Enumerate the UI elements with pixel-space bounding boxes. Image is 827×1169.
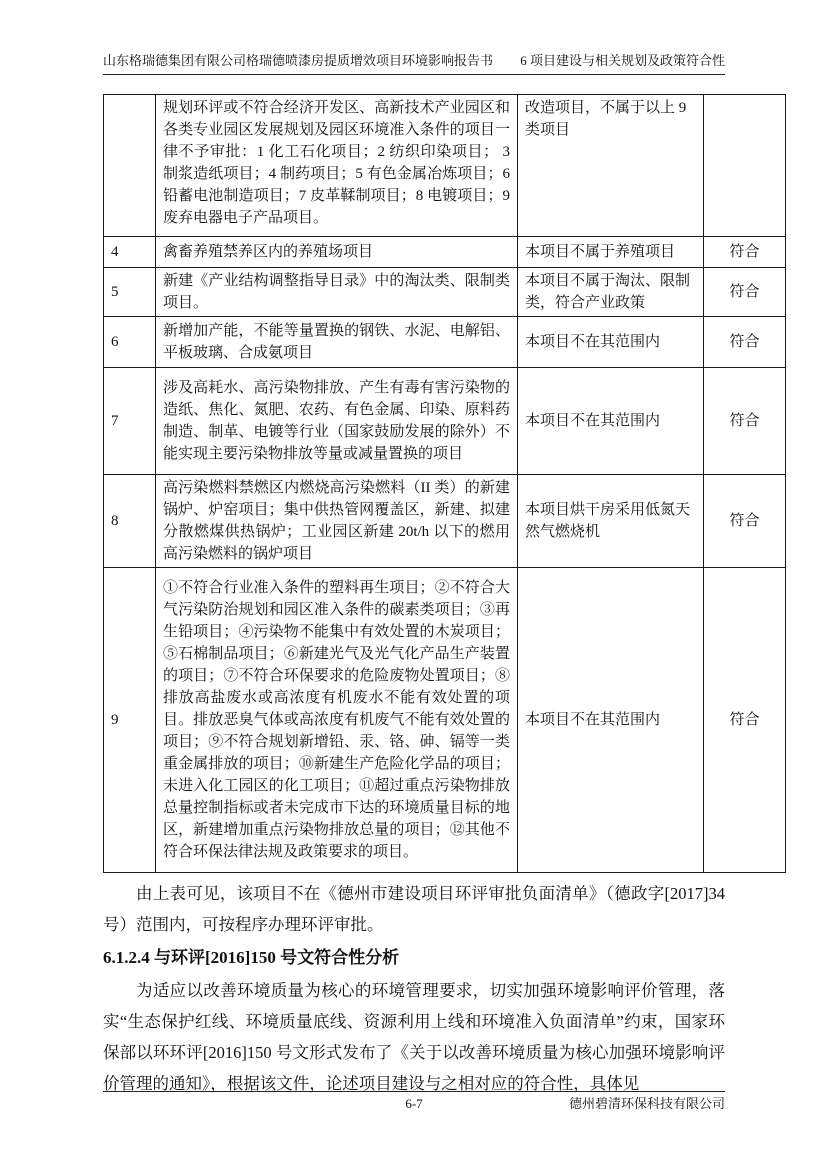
requirement-cell: 新建《产业结构调整指导目录》中的淘汰类、限制类项目。 (156, 268, 518, 317)
row-number-cell: 9 (104, 568, 156, 873)
project-situation-cell: 本项目烘干房采用低氮天然气燃烧机 (518, 475, 704, 568)
row-number-cell: 4 (104, 237, 156, 268)
requirement-cell: 禽畜养殖禁养区内的养殖场项目 (156, 237, 518, 268)
page-header (103, 0, 725, 75)
project-situation-cell: 本项目不在其范围内 (518, 368, 704, 475)
requirement-cell: 新增加产能，不能等量置换的钢铁、水泥、电解铝、平板玻璃、合成氨项目 (156, 317, 518, 368)
section-heading: 6.1.2.4 与环评[2016]150 号文符合性分析 (103, 948, 400, 967)
negative-list-table (103, 94, 786, 873)
table-row (104, 568, 786, 873)
requirement-cell: 涉及高耗水、高污染物排放、产生有毒有害污染物的造纸、焦化、氮肥、农药、有色金属、印染、原料药制造、制革、电镀等行业（国家鼓励发展的除外）不能实现主要污染物排放等量或减量置换的项目 (156, 368, 518, 475)
requirement-cell: 规划环评或不符合经济开发区、高新技术产业园区和各类专业园区发展规划及园区环境准入条件的项目一律不予审批：1 化工石化项目；2 纺织印染项目； 3 制浆造纸项目；4 制药项目；5 有色金属冶炼项目；6 铅蓄电池制造项目；7 皮革鞣制项目；8 电镀项目；9 废弃电器电子产品项目。 (156, 95, 518, 237)
requirement-cell: ①不符合行业准入条件的塑料再生项目；②不符合大气污染防治规划和园区准入条件的碳素类项目；③再生铅项目；④污染物不能集中有效处置的木炭项目；⑤石棉制品项目；⑥新建光气及光气化产品生产装置的项目；⑦不符合环保要求的危险废物处置项目；⑧排放高盐废水或高浓度有机废水不能有效处置的项目。排放恶臭气体或高浓度有机废气不能有效处置的项目；⑨不符合规划新增铅、汞、铬、砷、镉等一类重金属排放的项目；⑩新建生产危险化学品的项目；未进入化工园区的化工项目；⑪超过重点污染物排放总量控制指标或者未完成市下达的环境质量目标的地区，新建增加重点污染物排放总量的项目；⑫其他不符合环保法律法规及政策要求的项目。 (156, 568, 518, 873)
conclusion-cell: 符合 (704, 317, 786, 368)
conclusion-cell: 符合 (704, 368, 786, 475)
project-situation-cell: 本项目不在其范围内 (518, 568, 704, 873)
table-row (104, 368, 786, 475)
project-situation-cell: 本项目不属于淘汰、限制类，符合产业政策 (518, 268, 704, 317)
row-number-cell (104, 95, 156, 237)
conclusion-cell: 符合 (704, 237, 786, 268)
footer-page-number: 6-7 (405, 1096, 423, 1111)
requirement-cell: 高污染燃料禁燃区内燃烧高污染燃料（II 类）的新建锅炉、炉窑项目；集中供热管网覆盖区，新建、拟建分散燃煤供热锅炉；工业园区新建 20t/h 以下的燃用高污染燃料的锅炉项目 (156, 475, 518, 568)
conclusion-cell: 符合 (704, 475, 786, 568)
page-footer (103, 1091, 725, 1112)
row-number-cell: 7 (104, 368, 156, 475)
row-number-cell: 5 (104, 268, 156, 317)
row-number-cell: 8 (104, 475, 156, 568)
conclusion-cell: 符合 (704, 268, 786, 317)
paragraph-policy-analysis: 为适应以改善环境质量为核心的环境管理要求，切实加强环境影响评价管理，落实“生态保护红线、环境质量底线、资源利用上线和环境准入负面清单”约束，国家环保部以环环评[2016]150 号文形式发布了《关于以改善环境质量为核心加强环境影响评价管理的通知》，根据该文件，论述项目建设与之相对应的符合性，具体见 (103, 981, 725, 1093)
table-row (104, 268, 786, 317)
project-situation-cell: 改造项目，不属于以上 9 类项目 (518, 95, 704, 237)
page-content (103, 0, 760, 1099)
paragraph-table-conclusion: 由上表可见，该项目不在《德州市建设项目环评审批负面清单》（德政字[2017]34 号）范围内，可按程序办理环评审批。 (103, 884, 725, 934)
table-row (104, 475, 786, 568)
project-situation-cell: 本项目不在其范围内 (518, 317, 704, 368)
table-row (104, 317, 786, 368)
footer-company-name: 德州碧清环保科技有限公司 (568, 1096, 725, 1111)
conclusion-cell (704, 95, 786, 237)
conclusion-cell: 符合 (704, 568, 786, 873)
table-row (104, 95, 786, 237)
table-row (104, 237, 786, 268)
row-number-cell: 6 (104, 317, 156, 368)
header-report-title: 山东格瑞德集团有限公司格瑞德喷漆房提质增效项目环境影响报告书 (103, 53, 494, 68)
header-chapter-title: 6 项目建设与相关规划及政策符合性 (520, 53, 725, 68)
project-situation-cell: 本项目不属于养殖项目 (518, 237, 704, 268)
